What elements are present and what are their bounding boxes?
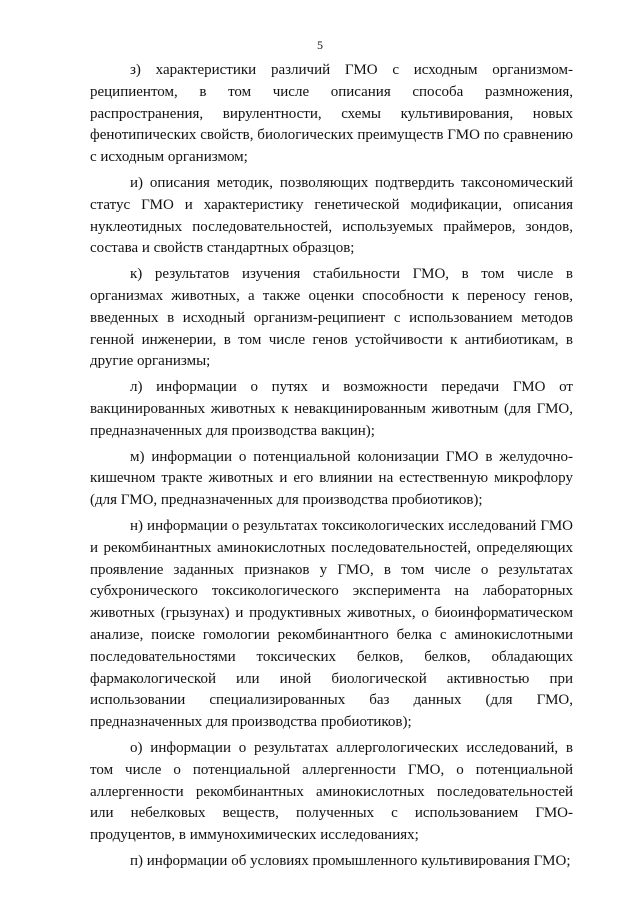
paragraph-o: о) информации о результатах аллергологических исследований, в том числе о потенциальной аллергенности ГМО, о потенциальной аллергенности рекомбинантных аминокислотных последовательностей или небелковых веществ, полученных с использованием ГМО-продуцентов, в иммунохимических исследованиях; — [90, 739, 573, 844]
paragraph-l: л) информации о путях и возможности передачи ГМО от вакцинированных животных к невакцинированным животным (для ГМО, предназначенных для производства вакцин); — [90, 379, 573, 439]
paragraph-m: м) информации о потенциальной колонизации ГМО в желудочно-кишечном тракте животных и его влиянии на естественную микрофлору (для ГМО, предназначенных для производства пробиотиков); — [90, 448, 573, 509]
paragraph-k: к) результатов изучения стабильности ГМО, в том числе в организмах животных, а также оценки способности к переносу генов, введенных в исходный организм-реципиент с использованием методов генной инженерии, в том числе генов устойчивости к антибиотикам, в другие организмы; — [90, 266, 573, 370]
document-body — [90, 60, 573, 877]
paragraph-z: з) характеристики различий ГМО с исходным организмом-реципиентом, в том числе описания способа размножения, распространения, вирулентности, схемы культивирования, новых фенотипических свойств, биологических преимуществ ГМО по сравнению с исходным организмом; — [90, 62, 573, 166]
paragraph-i: и) описания методик, позволяющих подтвердить таксономический статус ГМО и характеристику генетической модификации, описания нуклеотидных последовательностей, используемых праймеров, зондов, состава и свойств стандартных образцов; — [90, 174, 573, 257]
paragraph-n: н) информации о результатах токсикологических исследований ГМО и рекомбинантных аминокислотных последовательностей, определяющих проявление заданных признаков у ГМО, в том числе о результатах субхронического токсикологического эксперимента на лабораторных животных (грызунах) и продуктивных животных, о биоинформатическом анализе, поиске гомологии рекомбинантного белка с аминокислотными последовательностями токсических белков, белков, обладающих фармакологической или иной биологической активностью при использовании специализированных баз данных (для ГМО, предназначенных для производства пробиотиков); — [90, 517, 573, 731]
page-number: 5 — [317, 38, 323, 52]
paragraph-p: п) информации об условиях промышленного культивирования ГМО; — [130, 852, 571, 869]
